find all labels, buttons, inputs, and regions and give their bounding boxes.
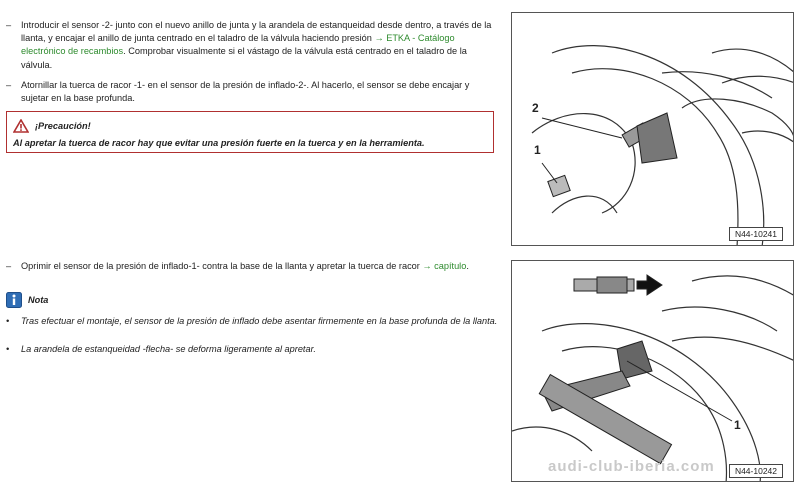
warning-icon	[13, 119, 29, 133]
step-dash: –	[6, 20, 12, 30]
rim-tool-illustration	[512, 261, 794, 482]
step-text: Oprimir el sensor de la presión de inflado-1- contra la base de la llanta y apretar la tuerca de racor → capítulo.	[21, 261, 469, 271]
etka-link[interactable]: → ETKA - Catálogo electrónico de recambios	[21, 33, 455, 57]
figure-sensor-tightening	[511, 260, 794, 482]
note-header	[6, 292, 48, 308]
callout-1: 1	[534, 143, 541, 157]
step-text: Introducir el sensor -2- junto con el nuevo anillo de junta y la arandela de estanqueidad desde dentro, a través de la llanta, y encajar el anillo de junta centrado en el taladro de la válvula haciendo presión → ETKA - Catálogo electrónico de recambios. Comprobar visualmente si el vástago de la válvula está centrado en el taladro de la válvula.	[21, 20, 492, 70]
instruction-step-1	[6, 19, 498, 72]
instruction-step-2	[6, 79, 498, 105]
note-title: Nota	[28, 295, 49, 305]
step-dash: –	[6, 261, 12, 271]
note-item	[6, 343, 498, 356]
figure-sensor-insertion	[511, 12, 794, 246]
note-item	[6, 315, 498, 328]
instruction-step-3	[6, 260, 498, 273]
note-item-text: Tras efectuar el montaje, el sensor de la presión de inflado debe asentar firmemente en la base profunda de la llanta.	[21, 316, 498, 326]
info-icon	[6, 292, 22, 308]
bullet: •	[6, 316, 10, 326]
caution-text: Al apretar la tuerca de racor hay que evitar una presión fuerte en la tuerca y en la herramienta.	[13, 138, 425, 148]
caution-box	[6, 111, 494, 153]
note-item-text: La arandela de estanqueidad -flecha- se deforma ligeramente al apretar.	[21, 344, 316, 354]
figure-id-label: N44-10242	[729, 464, 783, 478]
step-dash: –	[6, 80, 12, 90]
watermark: audi-club-iberia.com	[548, 458, 715, 475]
bullet: •	[6, 344, 10, 354]
step-text: Atornillar la tuerca de racor -1- en el sensor de la presión de inflado-2-. Al hacerlo, el sensor se debe encajar y sujetar en la base profunda.	[21, 80, 470, 104]
rim-sensor-illustration	[512, 13, 794, 246]
chapter-link[interactable]: → capítulo	[422, 261, 467, 271]
callout-2: 2	[532, 101, 539, 115]
figure-id-label: N44-10241	[729, 227, 783, 241]
callout-1: 1	[734, 418, 741, 432]
caution-title: ¡Precaución!	[35, 121, 91, 131]
